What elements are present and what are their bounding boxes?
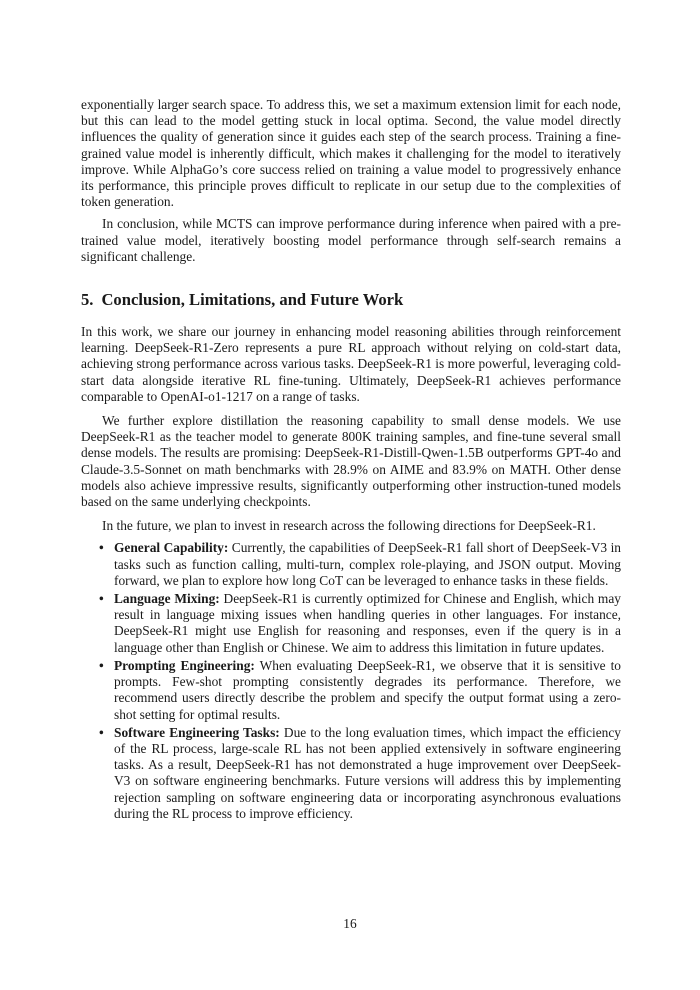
paragraph-summary: In this work, we share our journey in enhancing model reasoning abilities through reinforcement learning. DeepSeek-R1-Zero represents a pure RL approach without relying on cold-start data, achieving strong performance across various tasks. DeepSeek-R1 is more powerful, leveraging cold-start data alongside iterative RL fine-tuning. Ultimately, DeepSeek-R1 achieves performance comparable to OpenAI-o1-1217 on a range of tasks. [81, 324, 621, 404]
paragraph-distillation: We further explore distillation the reasoning capability to small dense models. We use DeepSeek-R1 as the teacher model to generate 800K training samples, and fine-tune several small dense models. The results are promising: DeepSeek-R1-Distill-Qwen-1.5B outperforms GPT-4o and Claude-3.5-Sonnet on math benchmarks with 28.9% on AIME and 83.9% on MATH. Other dense models also achieve impressive results, significantly outperforming other instruction-tuned models based on the same underlying checkpoints. [81, 413, 621, 510]
bullet-term: Software Engineering Tasks: [114, 724, 280, 740]
bullet-term: Prompting Engineering: [114, 657, 255, 673]
section-heading [81, 290, 621, 310]
page-body [81, 97, 621, 824]
list-item [81, 658, 621, 723]
future-directions-list [81, 540, 621, 821]
list-item [81, 591, 621, 656]
bullet-icon: • [99, 540, 104, 556]
bullet-icon: • [99, 657, 104, 673]
paragraph-mcts-conclusion: In conclusion, while MCTS can improve performance during inference when paired with a pre-trained value model, iteratively boosting model performance through self-search remains a significant challenge. [81, 216, 621, 264]
list-item [81, 725, 621, 822]
paragraph-future: In the future, we plan to invest in research across the following directions for DeepSeek-R1. [102, 518, 596, 534]
section-number: 5. [81, 290, 94, 310]
bullet-icon: • [99, 724, 104, 740]
bullet-term: General Capability: [114, 540, 229, 556]
bullet-icon: • [99, 591, 104, 607]
bullet-text: Due to the long evaluation times, which impact the efficiency of the RL process, large-scale RL has not been applied extensively in software engineering tasks. As a result, DeepSeek-R1 has not demonstrated a huge improvement over DeepSeek-V3 on software engineering benchmarks. Future versions will address this by implementing rejection sampling on software engineering data or incorporating asynchronous evaluations during the RL process to improve efficiency. [114, 724, 621, 821]
section-title: Conclusion, Limitations, and Future Work [101, 290, 404, 310]
bullet-term: Language Mixing: [114, 591, 220, 607]
bullet-text: When evaluating DeepSeek-R1, we observe that it is sensitive to prompts. Few-shot prompting consistently degrades its performance. Therefore, we recommend users directly describe the problem and specify the output format using a zero-shot setting for optimal results. [114, 657, 621, 722]
bullet-text: Currently, the capabilities of DeepSeek-R1 fall short of DeepSeek-V3 in tasks such as function calling, multi-turn, complex role-playing, and JSON output. Moving forward, we plan to explore how long CoT can be leveraged to enhance tasks in these fields. [114, 540, 621, 588]
bullet-text: DeepSeek-R1 is currently optimized for Chinese and English, which may result in language mixing issues when handling queries in other languages. For instance, DeepSeek-R1 might use English for reasoning and responses, even if the query is in a language other than English or Chinese. We aim to address this limitation in future updates. [114, 591, 621, 655]
list-item [81, 540, 621, 589]
paragraph-continued: exponentially larger search space. To address this, we set a maximum extension limit for each node, but this can lead to the model getting stuck in local optima. Second, the value model directly influences the quality of generation since it guides each step of the search process. Training a fine-grained value model is inherently difficult, which makes it challenging for the model to iteratively improve. While AlphaGo’s core success relied on training a value model to progressively enhance its performance, this principle proves difficult to replicate in our setup due to the complexities of token generation. [81, 97, 621, 210]
page-number: 16 [343, 916, 357, 931]
